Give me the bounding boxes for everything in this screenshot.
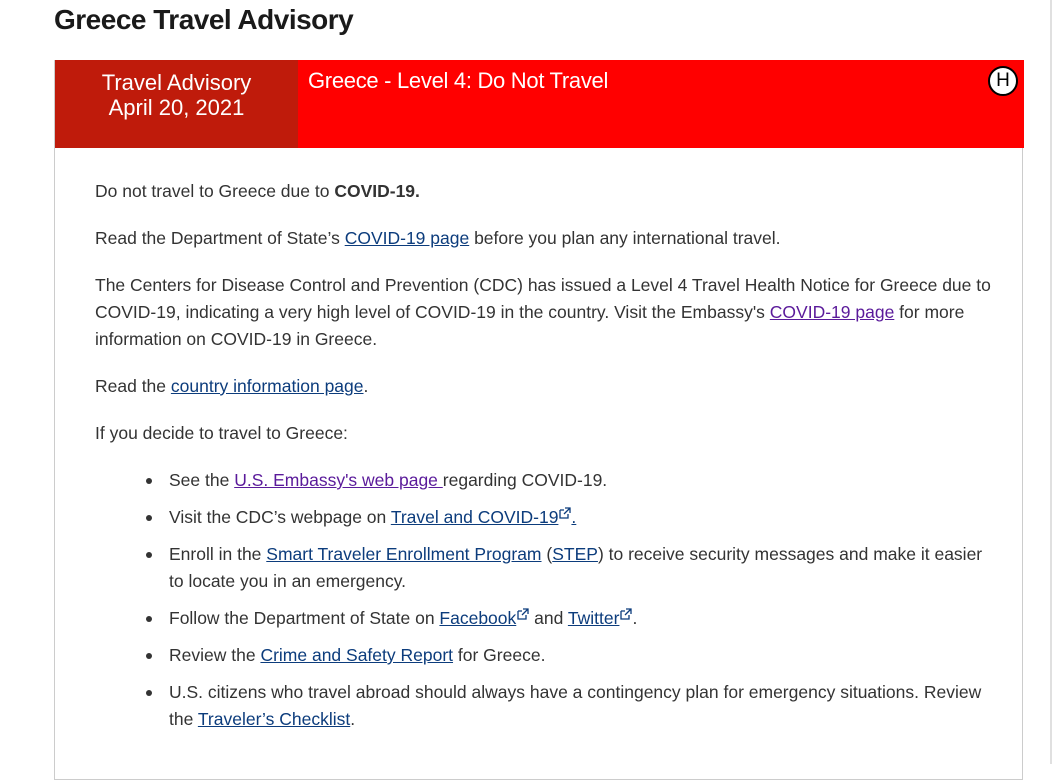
recommendations-list <box>95 467 995 733</box>
dos-covid-link[interactable]: COVID-19 page <box>344 228 470 248</box>
advisory-date: April 20, 2021 <box>108 95 245 120</box>
country-information-link[interactable]: country information page <box>170 376 364 396</box>
travel-and-covid-period[interactable]: . <box>571 507 577 527</box>
external-link-icon <box>517 608 529 620</box>
scrollbar-edge <box>1050 0 1052 764</box>
paragraph-country-info: Read the country information page. <box>95 376 369 396</box>
list-item: Enroll in the Smart Traveler Enrollment Program (STEP) to receive security messages and make it easier to locate you in an emergency. <box>129 541 995 595</box>
smart-traveler-link[interactable]: Smart Traveler Enrollment Program <box>266 544 542 564</box>
advisory-level: Greece - Level 4: Do Not Travel <box>308 68 609 93</box>
twitter-link[interactable]: Twitter <box>567 608 620 628</box>
external-link-icon <box>620 608 632 620</box>
crime-safety-report-link[interactable]: Crime and Safety Report <box>260 645 454 665</box>
facebook-link[interactable]: Facebook <box>439 608 517 628</box>
list-item: Visit the CDC’s webpage on Travel and COVID-19 . <box>129 504 995 531</box>
paragraph-summary: Do not travel to Greece due to COVID-19. <box>95 181 420 201</box>
step-link[interactable]: STEP <box>552 544 598 564</box>
page-title: Greece Travel Advisory <box>54 4 354 35</box>
travelers-checklist-link[interactable]: Traveler’s Checklist <box>197 709 351 729</box>
external-link-icon <box>559 507 571 519</box>
list-item: U.S. citizens who travel abroad should always have a contingency plan for emergency situations. Review the Traveler’s Checklist. <box>129 679 995 733</box>
covid-bold: COVID-19. <box>334 181 420 201</box>
embassy-covid-link[interactable]: COVID-19 page <box>769 302 895 322</box>
list-item: Follow the Department of State on Facebook and Twitter . <box>129 605 995 632</box>
advisory-label: Travel Advisory <box>101 70 252 95</box>
advisory-box <box>54 60 1023 780</box>
advisory-content <box>95 178 995 743</box>
paragraph-if-travel: If you decide to travel to Greece: <box>95 423 348 443</box>
paragraph-cdc: The Centers for Disease Control and Prevention (CDC) has issued a Level 4 Travel Health Notice for Greece due to COVID-19, indicating a very high level of COVID-19 in the country. Visit the Embassy's COVID-19 page for more information on COVID-19 in Greece. <box>95 275 991 349</box>
list-item: Review the Crime and Safety Report for Greece. <box>129 642 995 669</box>
health-badge-icon[interactable]: H <box>988 66 1018 96</box>
embassy-web-page-link[interactable]: U.S. Embassy's web page <box>234 470 443 490</box>
advisory-date-cell <box>55 60 298 148</box>
advisory-banner <box>55 60 1024 148</box>
travel-and-covid-link[interactable]: Travel and COVID-19 <box>390 507 559 527</box>
paragraph-dos-covid: Read the Department of State’s COVID-19 page before you plan any international travel. <box>95 228 781 248</box>
list-item: See the U.S. Embassy's web page regarding COVID-19. <box>129 467 995 494</box>
